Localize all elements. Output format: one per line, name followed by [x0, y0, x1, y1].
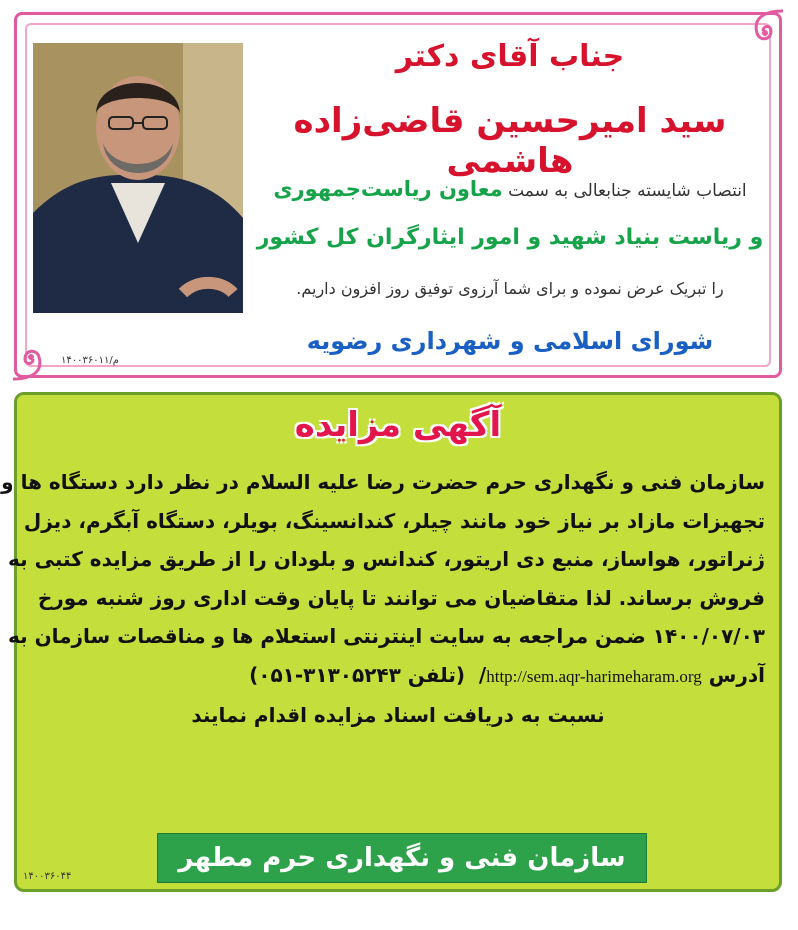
title-honorific: جناب آقای دکتر [395, 39, 625, 74]
closing-line: نسبت به دریافت اسناد مزایده اقدام نمایند [191, 703, 605, 727]
signature: شورای اسلامی و شهرداری رضویه [306, 327, 714, 355]
address-label: آدرس [708, 662, 765, 687]
address-line: آدرس http://sem.aqr-harimeharam.org/ (تلفن ۳۱۳۰۵۲۴۳-۰۵۱) [249, 662, 765, 687]
foundation-line: و ریاست بنیاد شهید و امور ایثارگران کل کشور [256, 225, 764, 250]
body-line: ۱۴۰۰/۰۷/۰۳ ضمن مراجعه به سایت اینترنتی استعلام ها و مناقصات سازمان به [7, 624, 765, 648]
body-line: تجهیزات مازاد بر نیاز خود مانند چیلر، کندانسینگ، بویلر، دستگاه آبگرم، دیزل [23, 508, 765, 533]
title-name: سید امیرحسین قاضی‌زاده هاشمی [293, 101, 727, 181]
auction-notice [1, 392, 782, 921]
phone-number: (تلفن ۳۱۳۰۵۲۴۳-۰۵۱) [249, 662, 465, 687]
appointment-line [253, 177, 767, 201]
website-url: http://sem.aqr-harimeharam.org [486, 666, 702, 686]
appointment-prefix: انتصاب شایسته جنابعالی به سمت [508, 181, 747, 201]
ad-code: م/۱۴۰۰۳۶۰۱۱ [61, 355, 119, 366]
wishes-line: را تبریک عرض نموده و برای شما آرزوی توفیق روز افزون داریم. [296, 279, 724, 298]
body-line: فروش برساند. لذا متقاضیان می توانند تا پایان وقت اداری روز شنبه مورخ [37, 585, 765, 610]
body-line: ژنراتور، هواساز، منبع دی اریتور، کندانس و بلودان را از طریق مزایده کتبی به [8, 547, 765, 571]
auction-title: آگهی مزایده [294, 405, 502, 445]
auction-body [1, 463, 765, 735]
body-line: سازمان فنی و نگهداری حرم حضرت رضا علیه السلام در نظر دارد دستگاه ها و [1, 470, 765, 494]
ornament-bottom-left-icon [9, 339, 53, 383]
ad-code: ۱۴۰۰۳۶۰۴۴ [23, 871, 72, 882]
portrait-photo [33, 43, 243, 313]
organization-footer: سازمان فنی و نگهداری حرم مطهر رضوی [157, 833, 647, 883]
appointment-position: معاون ریاست‌جمهوری [273, 177, 503, 201]
congratulation-ad [14, 12, 782, 378]
